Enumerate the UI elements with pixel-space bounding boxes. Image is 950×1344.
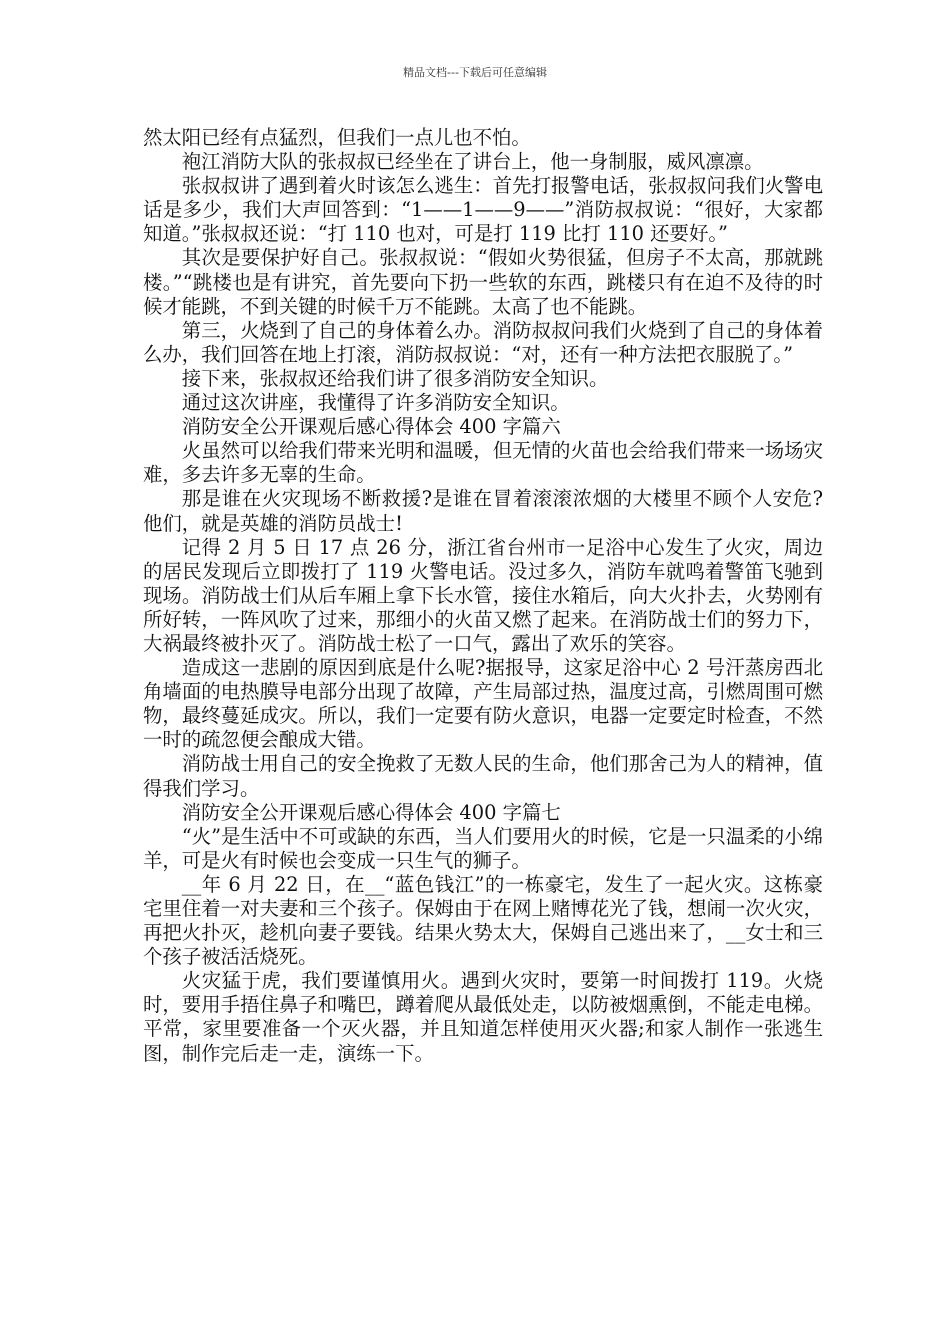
paragraph: 造成这一悲剧的原因到底是什么呢?据报导，这家足浴中心 2 号汗蒸房西北角墙面的电热膜导电部分出现了故障，产生局部过热，温度过高，引燃周围可燃物，最终蔓延成灾。所以，我们一定要有防火意识，电器一定要定时检查，不然一时的疏忽便会酿成大错。 — [143, 656, 823, 752]
paragraph: 其次是要保护好自己。张叔叔说：“假如火势很猛，但房子不太高，那就跳楼。”“跳楼也是有讲究，首先要向下扔一些软的东西，跳楼只有在迫不及待的时候才能跳，不到关键的时候千万不能跳。太高了也不能跳。 — [143, 246, 823, 318]
paragraph: 接下来，张叔叔还给我们讲了很多消防安全知识。 — [181, 366, 609, 390]
paragraph: “火”是生活中不可或缺的东西，当人们要用火的时候，它是一只温柔的小绵羊，可是火有时候也会变成一只生气的狮子。 — [143, 824, 823, 872]
paragraph: 第三，火烧到了自己的身体着么办。消防叔叔问我们火烧到了自己的身体着么办，我们回答在地上打滚，消防叔叔说：“对，还有一种方法把衣服脱了。” — [143, 318, 823, 366]
document-body — [143, 126, 823, 1066]
paragraph: 消防安全公开课观后感心得体会 400 字篇六 — [181, 415, 561, 439]
paragraph: __年 6 月 22 日，在__“蓝色钱江”的一栋豪宅，发生了一起火灾。这栋豪宅里住着一对夫妻和三个孩子。保姆由于在网上赌博花光了钱，想闹一次火灾，再把火扑灭，趁机向妻子要钱。结果火势太大，保姆自己逃出来了，__女士和三个孩子被活活烧死。 — [143, 872, 823, 969]
paragraph: 通过这次讲座，我懂得了许多消防安全知识。 — [181, 391, 570, 415]
paragraph: 消防安全公开课观后感心得体会 400 字篇七 — [181, 800, 561, 824]
page-header: 精品文档---下载后可任意编辑 — [403, 66, 547, 79]
paragraph: 记得 2 月 5 日 17 点 26 分，浙江省台州市一足浴中心发生了火灾，周边的居民发现后立即拨打了 119 火警电话。没过多久，消防车就鸣着警笛飞驰到现场。消防战士们从后车厢上拿下长水管，接住水箱后，向大火扑去，火势刚有所好转，一阵风吹了过来，那细小的火苗又燃了起来。在消防战士们的努力下，大祸最终被扑灭了。消防战士松了一口气，露出了欢乐的笑容。 — [143, 535, 823, 655]
paragraph: 那是谁在火灾现场不断救援?是谁在冒着滚滚浓烟的大楼里不顾个人安危?他们，就是英雄的消防员战士! — [143, 487, 823, 535]
paragraph: 消防战士用自己的安全挽救了无数人民的生命，他们那舍己为人的精神，值得我们学习。 — [143, 752, 823, 800]
paragraph: 张叔叔讲了遇到着火时该怎么逃生：首先打报警电话，张叔叔问我们火警电话是多少，我们大声回答到：“1——1——9——”消防叔叔说：“很好，大家都知道。”张叔叔还说：“打 110 也对，可是打 119 比打 110 还要好。” — [143, 174, 823, 246]
paragraph: 袍江消防大队的张叔叔已经坐在了讲台上，他一身制服，威风凛凛。 — [181, 150, 764, 174]
paragraph: 火灾猛于虎，我们要谨慎用火。遇到火灾时，要第一时间拨打 119。火烧时，要用手捂住鼻子和嘴巴，蹲着爬从最低处走，以防被烟熏倒，不能走电梯。平常，家里要准备一个灭火器，并且知道怎样使用灭火器;和家人制作一张逃生图，制作完后走一走，演练一下。 — [143, 969, 823, 1065]
paragraph: 然太阳已经有点猛烈，但我们一点儿也不怕。 — [143, 126, 531, 149]
paragraph: 火虽然可以给我们带来光明和温暖，但无情的火苗也会给我们带来一场场灾难，多去许多无辜的生命。 — [143, 439, 823, 487]
